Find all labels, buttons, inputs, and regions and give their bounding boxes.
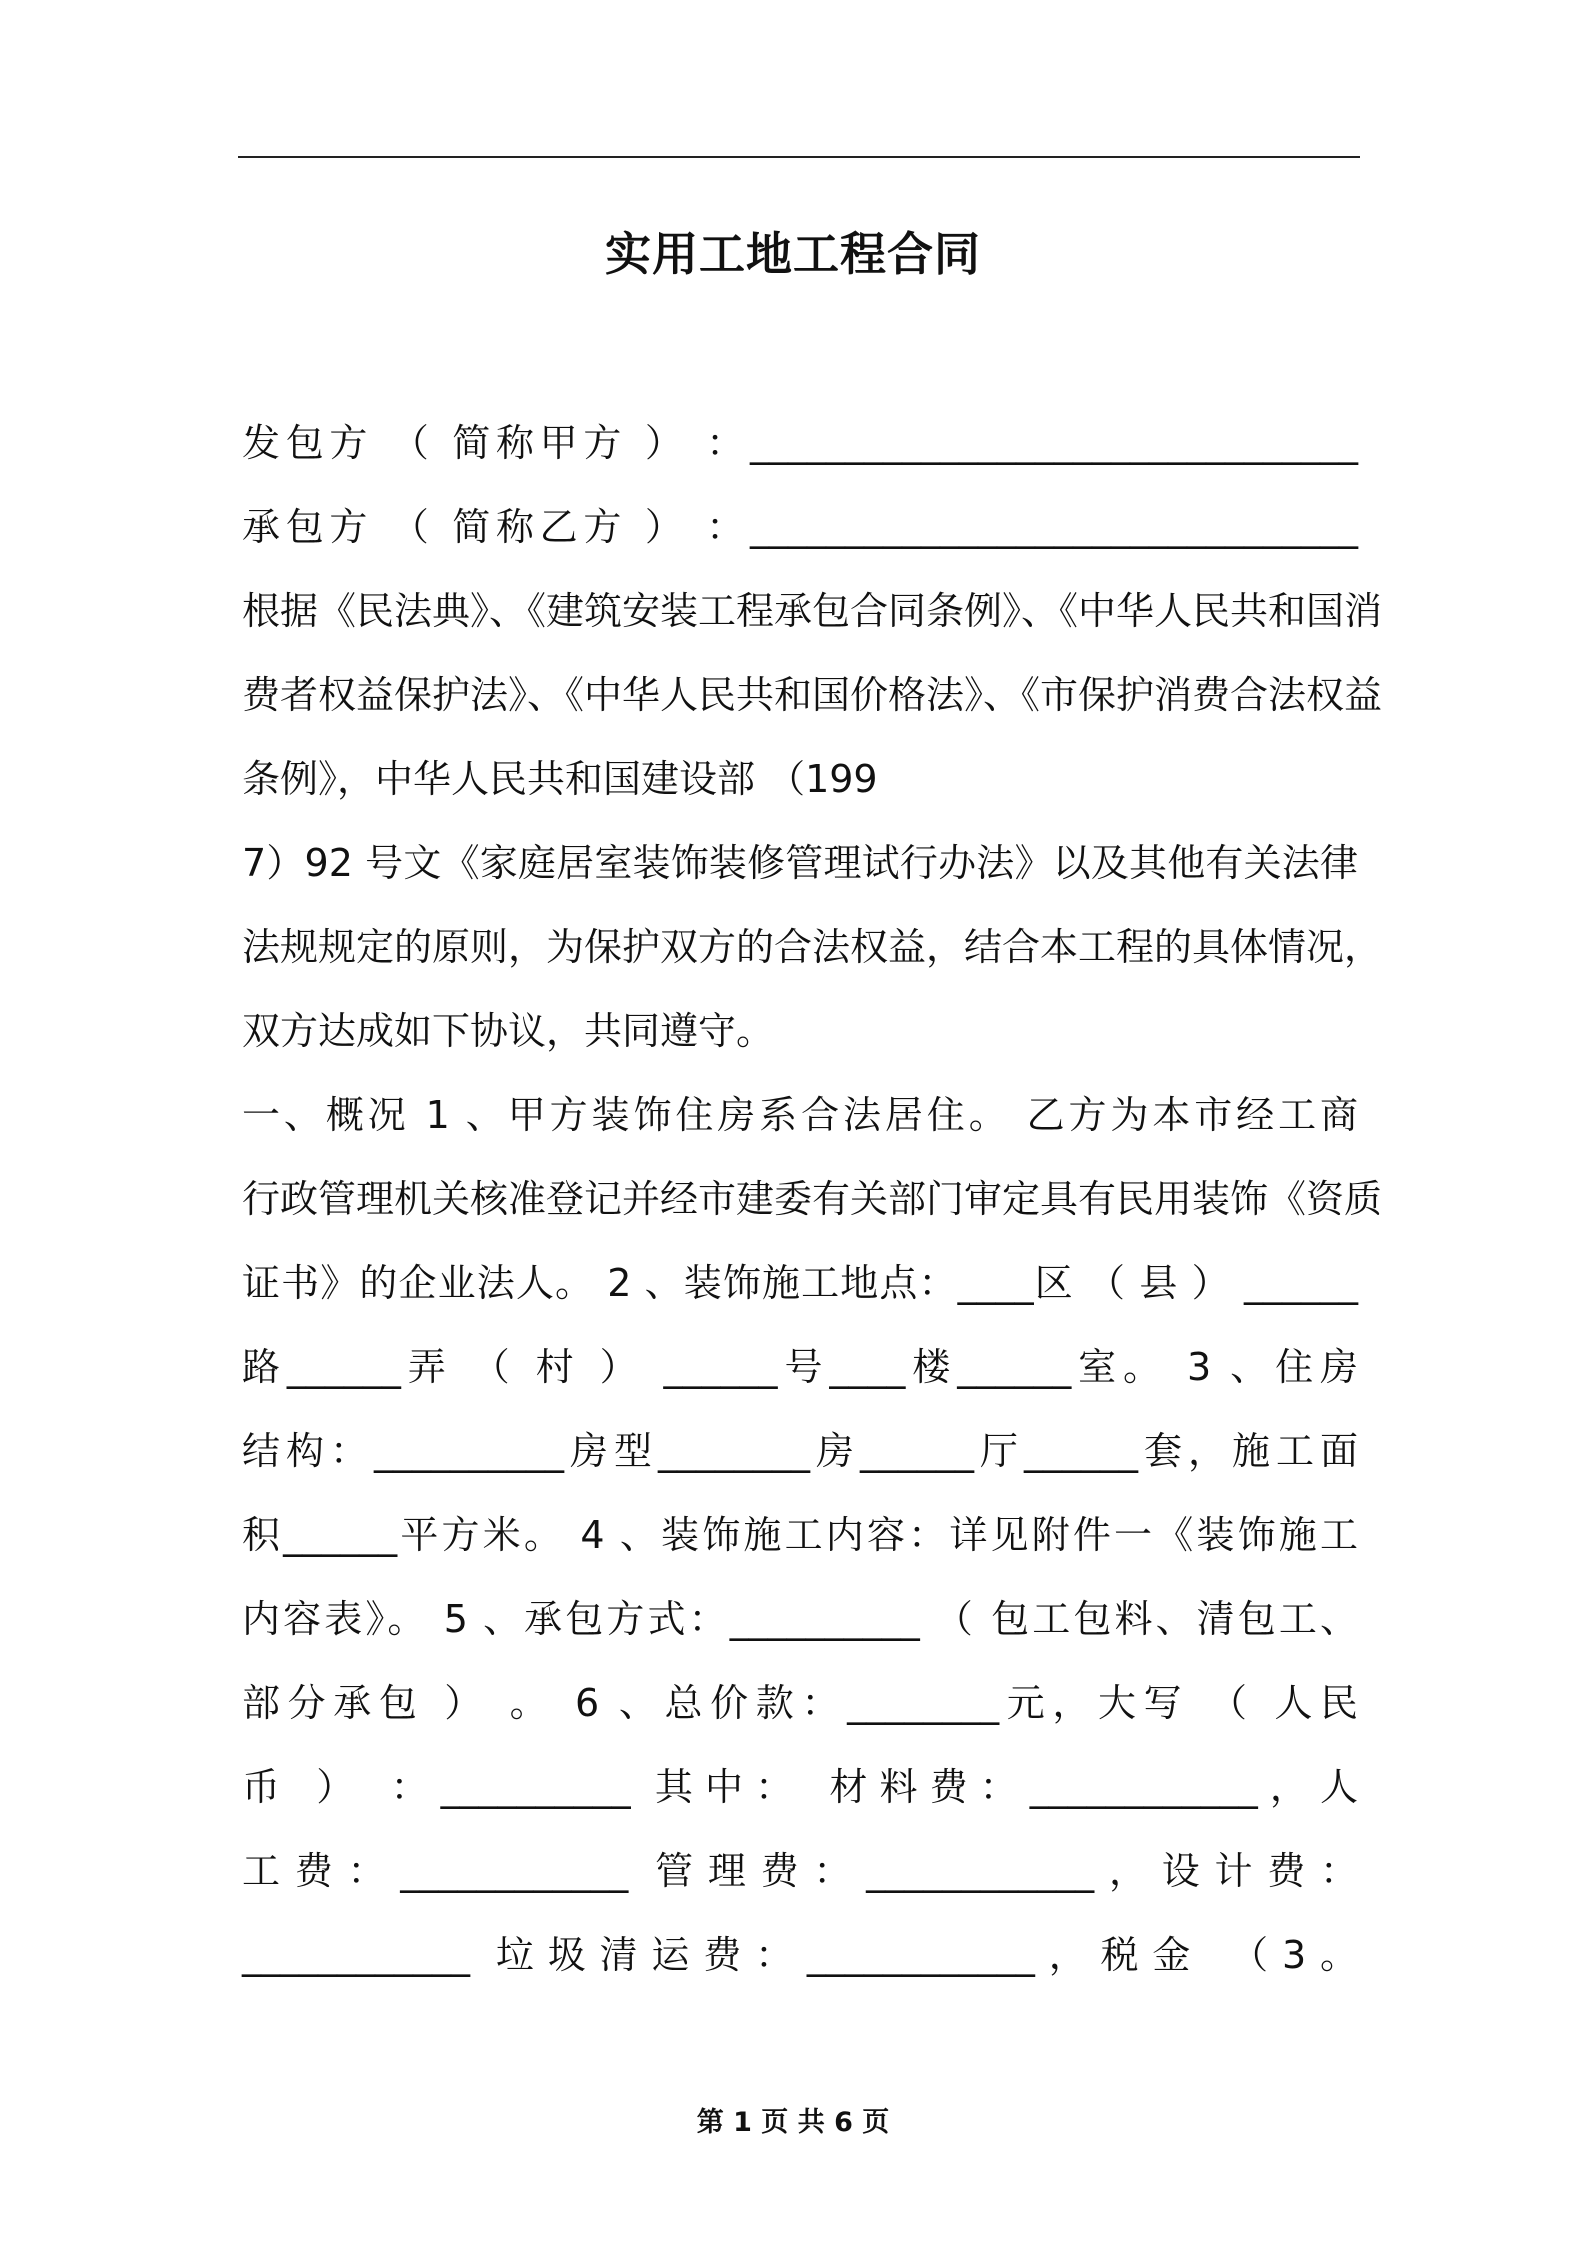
text-line: 行政管理机关核准登记并经市建委有关部门审定具有民用装饰《资质 [242,1177,1383,1221]
page-number: 第 1 页 共 6 页 [696,2107,890,2138]
text-line: 费者权益保护法》、《中华人民共和国价格法》、《市保护消费合法权益 [242,673,1383,717]
header-rule [238,156,1360,158]
document-title: 实用工地工程合同 [605,227,981,281]
text-line: 双方达成如下协议，共同遵守。 [242,1009,775,1053]
text-line: 承包方 （ 简称乙方 ） ：________________________________ [242,505,1358,549]
text-line: 7）92 号文《家庭居室装饰装修管理试行办法》以及其他有关法律 [242,841,1358,885]
text-line: 证书》的企业法人。 2 、装饰施工地点：____区 （ 县 ） ______ [242,1261,1358,1305]
text-line: 结构：__________房型________房______厅______套，施工面 [242,1429,1358,1473]
text-line: 部分承包 ） 。 6 、总价款：________元，大写 （ 人民 [242,1681,1358,1725]
text-line: 条例》，中华人民共和国建设部 （199 [242,757,878,801]
text-line: 币 ） ：__________ 其中： 材料费：____________，人 [242,1765,1358,1809]
text-line: 积______平方米。 4 、装饰施工内容：详见附件一《装饰施工 [242,1513,1358,1557]
text-line: 一、概况 1 、甲方装饰住房系合法居住。 乙方为本市经工商 [242,1093,1358,1137]
text-line: ____________ 垃圾清运费：____________，税金 （3。 [242,1933,1358,1977]
document-body [242,401,1383,1997]
text-line: 根据《民法典》、《建筑安装工程承包合同条例》、《中华人民共和国消 [242,589,1383,633]
text-line: 路______弄 （ 村 ） ______号____楼______室。 3 、住房 [242,1345,1358,1389]
text-line: 发包方 （ 简称甲方 ） ：________________________________ [242,421,1358,465]
text-line: 法规规定的原则，为保护双方的合法权益，结合本工程的具体情况， [242,925,1383,969]
text-line: 工费：____________ 管理费：____________，设计费： [242,1849,1358,1893]
text-line: 内容表》。 5 、承包方式：__________ （ 包工包料、清包工、 [242,1597,1358,1641]
